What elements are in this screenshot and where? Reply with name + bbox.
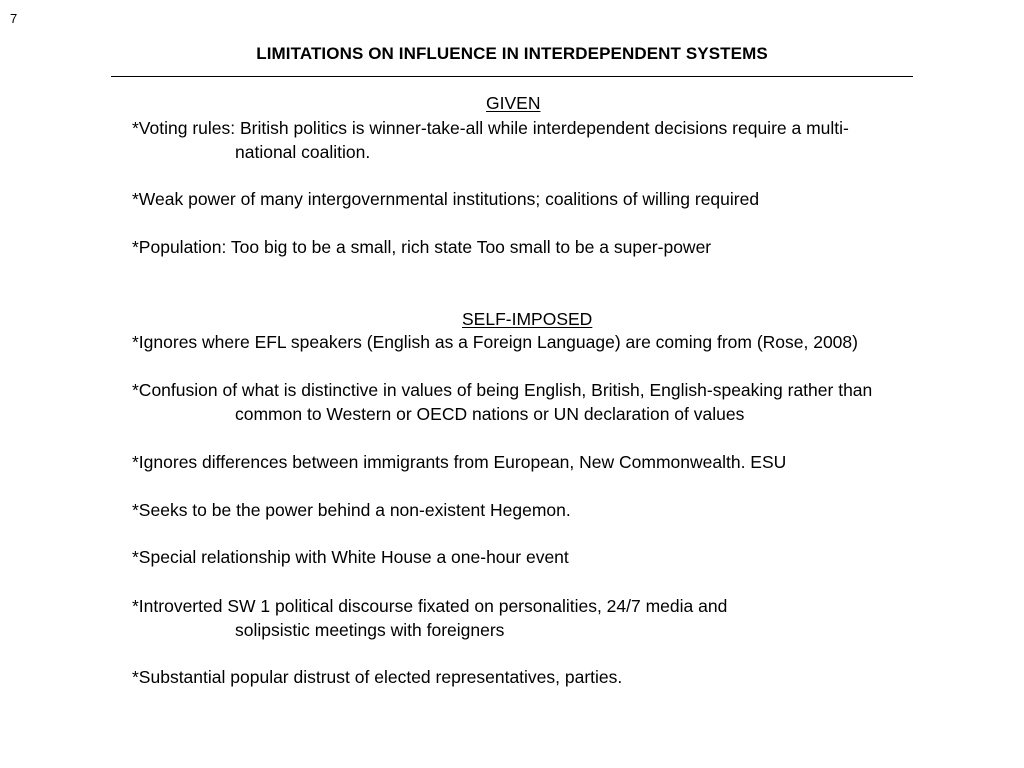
page-number: 7	[10, 11, 18, 26]
list-item-continuation: national coalition.	[235, 142, 371, 162]
list-item-line: *Voting rules: British politics is winner-take-all while interdependent decisions require a multi-	[132, 118, 849, 138]
list-item-line: *Population: Too big to be a small, rich state Too small to be a super-power	[132, 237, 712, 257]
list-item-continuation: solipsistic meetings with foreigners	[235, 620, 505, 640]
list-item-line: *Confusion of what is distinctive in values of being English, British, English-speaking rather than	[132, 380, 873, 400]
list-item-line: *Introverted SW 1 political discourse fixated on personalities, 24/7 media and	[132, 596, 728, 616]
list-item-line: *Seeks to be the power behind a non-existent Hegemon.	[132, 500, 571, 520]
list-item-line: *Ignores where EFL speakers (English as a Foreign Language) are coming from (Rose, 2008)	[132, 332, 858, 352]
page-title: LIMITATIONS ON INFLUENCE IN INTERDEPENDENT SYSTEMS	[256, 44, 768, 63]
list-item-line: *Weak power of many intergovernmental institutions; coalitions of willing required	[132, 189, 760, 209]
title-divider	[111, 76, 913, 77]
given-heading: GIVEN	[486, 93, 541, 113]
list-item-continuation: common to Western or OECD nations or UN declaration of values	[235, 404, 745, 424]
self-imposed-heading: SELF-IMPOSED	[462, 309, 593, 329]
list-item-line: *Ignores differences between immigrants from European, New Commonwealth. ESU	[132, 452, 787, 472]
list-item-line: *Special relationship with White House a one-hour event	[132, 547, 569, 567]
list-item-line: *Substantial popular distrust of elected representatives, parties.	[132, 667, 623, 687]
